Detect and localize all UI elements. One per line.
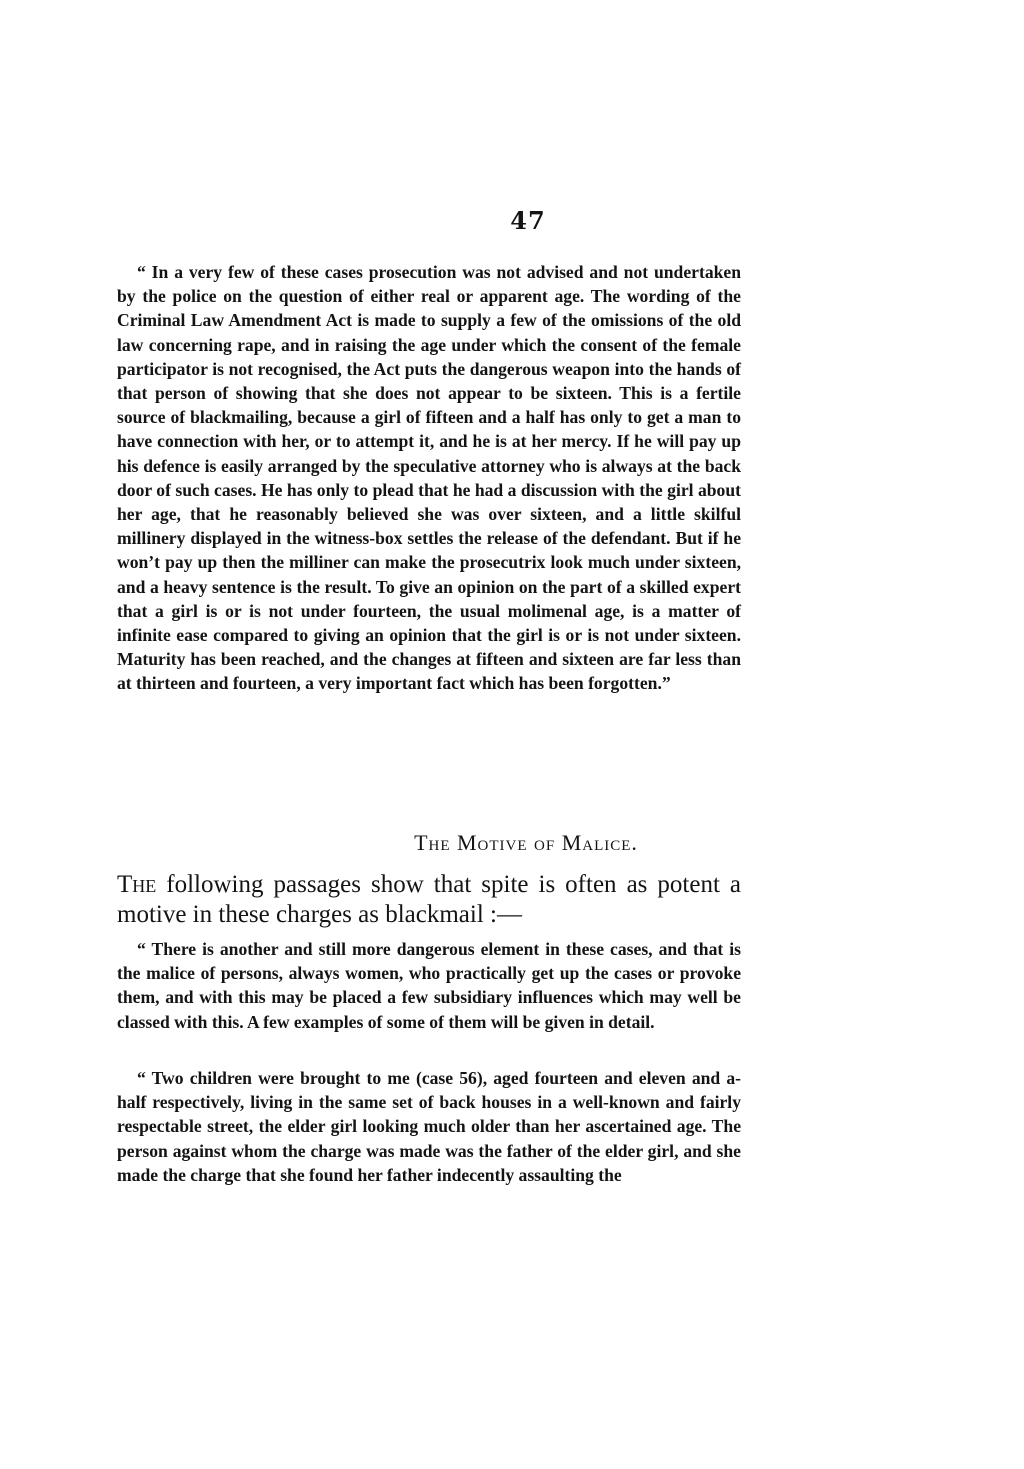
intro-text: following passages show that spite is often as potent a motive in these charges as blackmail :—	[117, 871, 741, 928]
intro-paragraph	[117, 870, 741, 930]
intro-lead-word: The	[117, 871, 157, 898]
quoted-paragraph-age: “ In a very few of these cases prosecution was not advised and not undertaken by the police on the question of either real or apparent age. The wording of the Criminal Law Amendment Act is made to supply a few of the omissions of the old law concerning rape, and in raising the age under which the consent of the female participator is not recognised, the Act puts the dangerous weapon into the hands of that person of showing that she does not appear to be sixteen. This is a fertile source of blackmailing, because a girl of fifteen and a half has only to get a man to have connection with her, or to attempt it, and he is at her mercy. If he will pay up his defence is easily arranged by the speculative attorney who is always at the back door of such cases. He has only to plead that he had a discussion with the girl about her age, that he reasonably believed she was over sixteen, and a little skilful millinery displayed in the witness-box settles the release of the defendant. But if he won’t pay up then the milliner can make the prosecutrix look much under sixteen, and a heavy sentence is the result. To give an opinion on the part of a skilled expert that a girl is or is not under fourteen, the usual molimenal age, is a matter of infinite ease compared to giving an opinion that the girl is or is not under sixteen. Maturity has been reached, and the changes at fifteen and sixteen are far less than at thirteen and fourteen, a very important fact which has been forgotten.”	[117, 262, 741, 694]
quoted-paragraph-malice: “ There is another and still more dangerous element in these cases, and that is the malice of persons, always women, who practically get up the cases or provoke them, and with this may be placed a few subsidiary influences which may well be classed with this. A few examples of some of them will be given in detail.	[117, 939, 741, 1032]
quoted-paragraph-case-56: “ Two children were brought to me (case 56), aged fourteen and eleven and a-half respectively, living in the same set of back houses in a well-known and fairly respectable street, the elder girl looking much older than her ascertained age. The person against whom the charge was made was the father of the elder girl, and she made the charge that she found her father indecently assaulting the	[117, 1068, 741, 1185]
page-number: 47	[510, 206, 546, 235]
section-heading: The Motive of Malice.	[414, 830, 638, 855]
